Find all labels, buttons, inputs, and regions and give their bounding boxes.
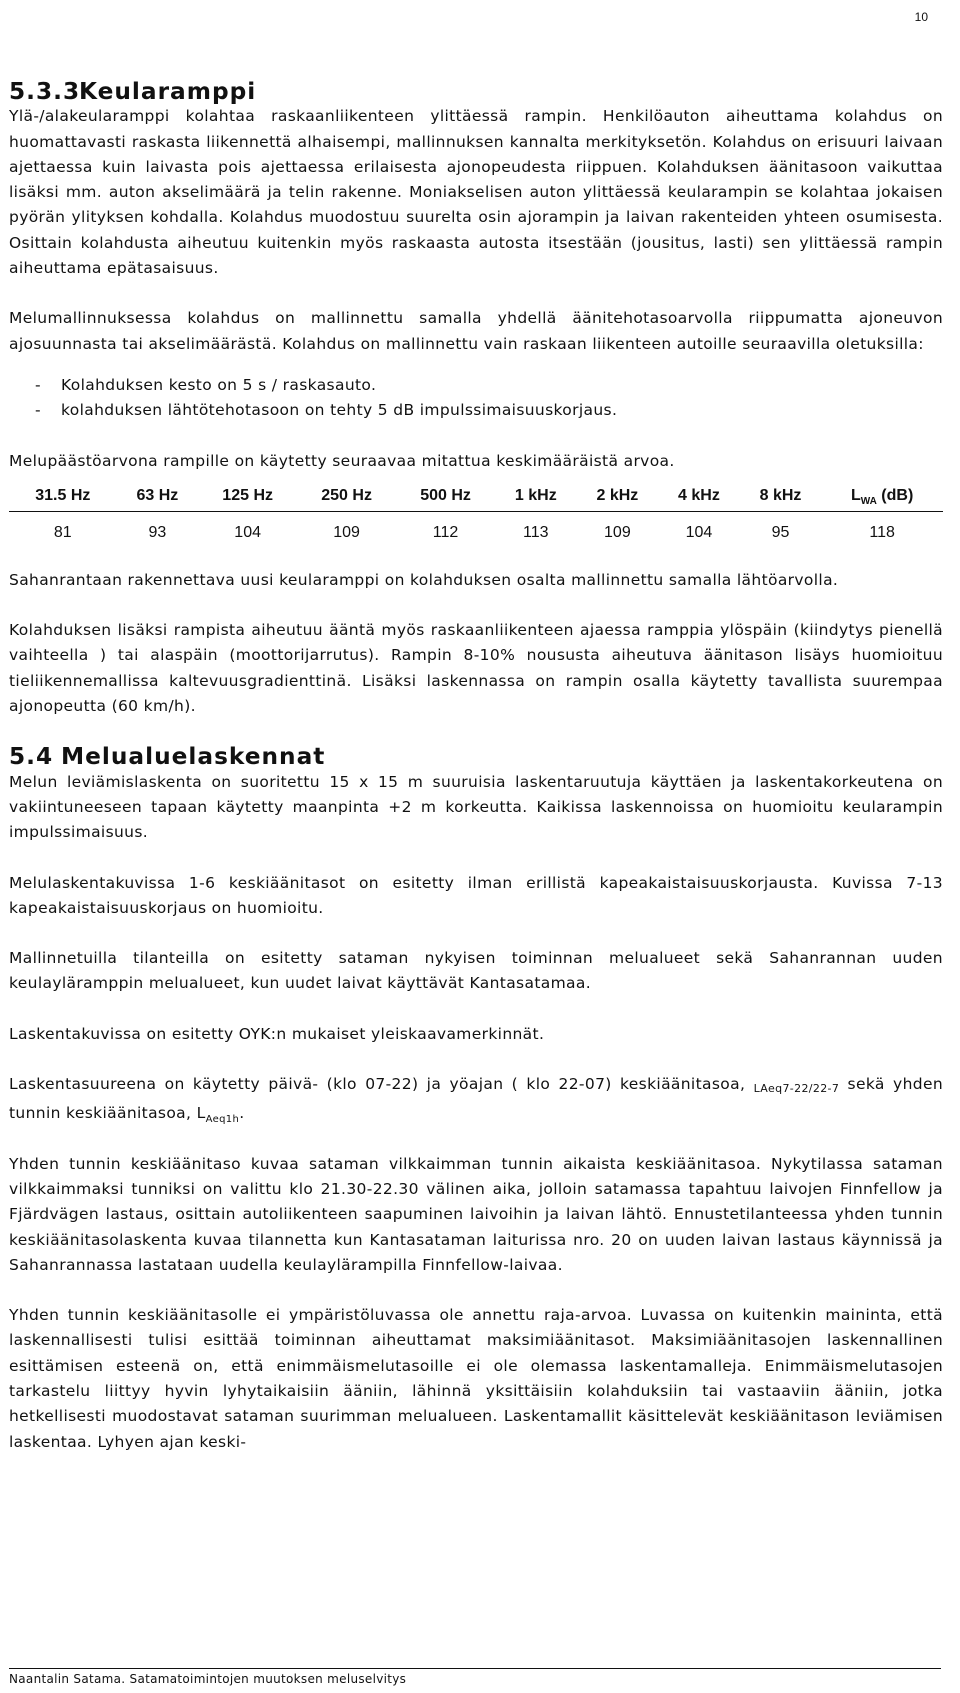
table-cell: 93	[148, 523, 167, 541]
paragraph: Melulaskentakuvissa 1-6 keskiäänitasot on esitetty ilman erillistä kapeakaistaisuuskorjausta. Kuvissa 7-13 kapeakaistaisuuskorjaus on huomioitu.	[9, 873, 943, 917]
table-cell: 109	[333, 523, 360, 541]
paragraph-quantities	[9, 1072, 943, 1127]
assumption-list	[9, 373, 943, 424]
table-cell: 104	[234, 523, 261, 541]
table-cell: 112	[432, 523, 459, 541]
table-header-row	[9, 484, 943, 512]
lwa-symbol: L	[850, 486, 861, 504]
column-header: 1 kHz	[495, 484, 577, 512]
column-header: 31.5 Hz	[9, 484, 117, 512]
paragraph: Yhden tunnin keskiäänitaso kuvaa sataman vilkkaimman tunnin aikaista keskiäänitasoa. Nykytilassa sataman vilkkaimmaksi tunniksi on valittu klo 21.30-22.30 välinen aika, jolloin satamassa tapahtuu laivojen Finnfellow ja Fjärdvägen lastaus, osittain autoliikenteen saapuminen laivoihin ja laivan lähtö. Ennustetilanteessa yhden tunnin keskiäänitasolaskenta kuvaa tilannetta kun Kantasataman laiturissa nro. 20 on uuden laivan lastaus käynnissä ja Sahanrannassa lastataan uudella keulaylärampilla Finnfellow-laivaa.	[9, 1154, 943, 1274]
bullet-dash: -	[35, 401, 41, 420]
column-header: 8 kHz	[740, 484, 822, 512]
section-number: 5.3.3	[9, 78, 81, 105]
paragraph: Ylä-/alakeularamppi kolahtaa raskaanliikenteen ylittäessä rampin. Henkilöauton aiheuttama kolahdus on huomattavasti raskasta liikennettä alhaisempi, mallinnuksen kannalta merkityksetön. Kolahdus on erisuuri laivaan ajettaessa kuin laivasta pois ajettaessa erilaisesta ajonopeudesta riippuen. Kolahduksen äänitasoon vaikuttaa lisäksi mm. auton akselimäärä ja telin rakenne. Moniakselisen auton ylittäessä keularampin se kolahtaa jokaisen pyörän ylityksen kohdalla. Kolahdus muodostuu suurelta osin ajorampin ja laivan rakenteiden yhteen osumisesta. Osittain kolahdusta aiheutuu kuitenkin myös raskaasta autosta itsestään (jousitus, lasti) sen ylittäessä rampin aiheuttama epätasaisuus.	[9, 107, 943, 278]
text-run: .	[239, 1104, 245, 1123]
emission-spectrum-table	[9, 484, 943, 544]
list-item	[9, 398, 943, 423]
section-heading-5-4	[9, 744, 943, 769]
table-cell: 113	[523, 523, 549, 541]
section-title: Keularamppi	[79, 78, 257, 105]
column-header-lwa	[821, 484, 943, 512]
paragraph: Melun leviämislaskenta on suoritettu 15 x 15 m suuruisia laskentaruutuja käyttäen ja laskentakorkeutena on vakiintuneeseen tapaan käytetty maanpinta +2 m korkeutta. Kaikissa laskennoissa on huomioitu keularampin impulssimaisuus.	[9, 772, 943, 842]
paragraph: Laskentakuvissa on esitetty OYK:n mukaiset yleiskaavamerkinnät.	[9, 1024, 545, 1043]
column-header: 63 Hz	[117, 484, 199, 512]
table-cell: 104	[685, 523, 713, 541]
column-header: 125 Hz	[198, 484, 297, 512]
text-run: Laskentasuureena on käytetty päivä- (klo 07-22) ja yöajan ( klo 22-07) keskiäänitasoa,	[9, 1075, 746, 1094]
laeq1h-subscript: Aeq1h	[205, 1114, 240, 1126]
table-cell: 81	[53, 523, 72, 541]
bullet-dash: -	[35, 375, 41, 394]
page-number: 10	[914, 10, 928, 24]
table-cell: 109	[604, 523, 631, 541]
lwa-subscript: WA	[860, 496, 877, 508]
table-cell: 95	[771, 523, 790, 541]
paragraph: Melumallinnuksessa kolahdus on mallinnettu samalla yhdellä äänitehotasoarvolla riippumatta ajoneuvon ajosuunnasta tai akselimäärästä. Kolahdus on mallinnettu vain raskaan liikenteen autoille seuraavilla oletuksilla:	[9, 309, 943, 353]
lwa-unit: (dB)	[876, 486, 914, 504]
section-heading-5-3-3	[9, 79, 943, 104]
section-number: 5.4	[9, 743, 54, 771]
column-header: 250 Hz	[297, 484, 396, 512]
column-header: 500 Hz	[396, 484, 495, 512]
paragraph: Mallinnetuilla tilanteilla on esitetty sataman nykyisen toiminnan melualueet sekä Sahanrannan uuden keulayläramppin melualueet, kun uudet laivat käyttävät Kantasatamaa.	[9, 949, 943, 993]
quantity-tag: LAeq7-22/22-7	[753, 1082, 840, 1096]
paragraph: Yhden tunnin keskiäänitasolle ei ympäristöluvassa ole annettu raja-arvoa. Luvassa on kuitenkin maininta, että laskennallisesti tulisi esittää toiminnan aiheuttamat maksimiäänitasot. Maksimiäänitasojen laskennallinen esittämisen esteenä on, että enimmäismelutasoille ei ole olemassa laskentamalleja. Enimmäismelutasojen tarkastelu liittyy hyvin lyhytaikaisiin ääniin, lähinnä yksittäisiin kolahduksiin tai vastaaviin ääniin, jotka hetkellisesti muodostavat sataman suurimman melualueen. Laskentamallit käsittelevät keskiäänitason leviämisen laskentaa. Lyhyen ajan keski-	[9, 1306, 943, 1451]
paragraph: Sahanrantaan rakennettava uusi keularamppi on kolahduksen osalta mallinnettu samalla lähtöarvolla.	[9, 570, 839, 589]
table-cell: 118	[869, 523, 895, 541]
column-header: 4 kHz	[658, 484, 740, 512]
list-item	[9, 373, 943, 398]
paragraph: Melupäästöarvona rampille on käytetty seuraavaa mitattua keskimääräistä arvoa.	[9, 451, 675, 470]
list-item-text: Kolahduksen kesto on 5 s / raskasauto.	[61, 375, 377, 394]
table-row	[9, 511, 943, 544]
column-header: 2 kHz	[577, 484, 659, 512]
footer-text: Naantalin Satama. Satamatoimintojen muutoksen meluselvitys	[9, 1672, 407, 1686]
list-item-text: kolahduksen lähtötehotasoon on tehty 5 dB impulssimaisuuskorjaus.	[61, 401, 618, 420]
text-run: sekä yhden tunnin keskiäänitasoa, L	[9, 1075, 944, 1123]
document-body	[9, 79, 943, 1455]
paragraph: Kolahduksen lisäksi rampista aiheutuu ääntä myös raskaanliikenteen ajaessa ramppia ylöspäin (kiindytys pienellä vaihteella ) tai alaspäin (moottorijarrutus). Rampin 8-10% noususta aiheutuva äänitason lisäys huomioituu tieliikennemallissa kaltevuusgradienttinä. Lisäksi laskennassa on rampin osalla käytetty tavallista suurempaa ajonopeutta (60 km/h).	[9, 621, 943, 716]
section-title: Melualuelaskennat	[61, 743, 326, 771]
footer-divider	[9, 1668, 941, 1669]
